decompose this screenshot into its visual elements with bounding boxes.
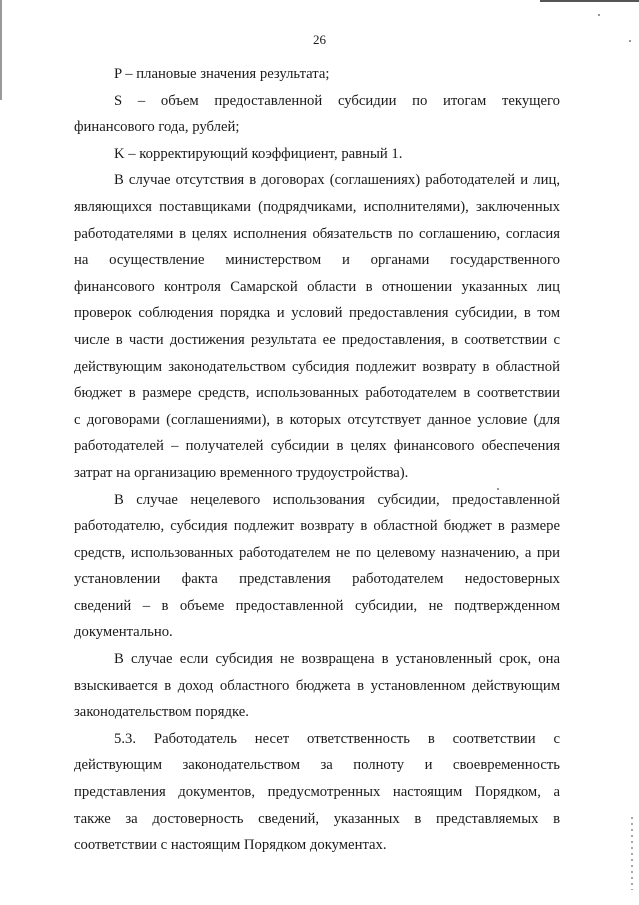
- text-line: также за достоверность сведений, указанных в представляемых в: [74, 810, 560, 827]
- text-line: взыскивается в доход областного бюджета в установленном действующим: [74, 677, 560, 694]
- text-line: P – плановые значения результата;: [114, 66, 330, 82]
- text-line: проверок соблюдения порядка и условий предоставления субсидии, в том: [74, 305, 560, 322]
- paragraph: [74, 487, 560, 647]
- text-line: финансового контроля Самарской области в отношении указанных лиц: [74, 278, 560, 295]
- text-line: законодательством порядке.: [74, 704, 249, 721]
- text-line: 5.3. Работодатель несет ответственность в соответствии с: [114, 730, 560, 747]
- text-line: средств, использованных работодателем не по целевому назначению, а при: [74, 544, 560, 561]
- paragraph: [74, 88, 560, 141]
- scan-edge-top: [540, 0, 639, 2]
- text-line: действующим законодательством субсидия подлежит возврату в областной: [74, 358, 560, 375]
- text-line: K – корректирующий коэффициент, равный 1.: [114, 145, 403, 162]
- paragraph: [74, 61, 560, 88]
- scan-dots-right: [631, 815, 633, 890]
- text-line: В случае отсутствия в договорах (соглашениях) работодателей и лиц,: [114, 172, 560, 189]
- text-line: работодателю, субсидия подлежит возврату в областной бюджет в размере: [74, 518, 560, 535]
- scan-edge-left: [0, 0, 2, 100]
- scan-speck: [598, 14, 600, 16]
- text-line: являющихся поставщиками (подрядчиками, исполнителями), заключенных: [74, 198, 560, 215]
- text-line: работодателей – получателей субсидии в целях финансового обеспечения: [74, 438, 560, 455]
- paragraph: [74, 726, 560, 859]
- paragraph: [74, 141, 560, 168]
- text-line: представления документов, предусмотренных настоящим Порядком, а: [74, 784, 560, 801]
- text-line: установлении факта представления работодателем недостоверных: [74, 571, 560, 588]
- text-line: документально.: [74, 624, 173, 641]
- text-line: сведений – в объеме предоставленной субсидии, не подтвержденном: [74, 597, 560, 614]
- text-line: на осуществление министерством и органами государственного: [74, 252, 560, 269]
- text-line: с договорами (соглашениями), в которых отсутствует данное условие (для: [74, 411, 560, 428]
- text-line: затрат на организацию временного трудоустройства).: [74, 464, 409, 481]
- text-line: бюджет в размере средств, использованных работодателем в соответствии: [74, 385, 560, 402]
- text-line: соответствии с настоящим Порядком документах.: [74, 837, 387, 854]
- text-line: работодателями в целях исполнения обязательств по соглашению, согласия: [74, 225, 560, 242]
- document-body: [74, 61, 560, 859]
- text-line: В случае нецелевого использования субсидии, предоставленной: [114, 491, 560, 508]
- paragraph: [74, 167, 560, 486]
- paragraph: [74, 646, 560, 726]
- text-line: числе в части достижения результата ее предоставления, в соответствии с: [74, 331, 560, 348]
- page-number: 26: [313, 32, 326, 47]
- text-line: финансового года, рублей;: [74, 119, 240, 136]
- text-line: В случае если субсидия не возвращена в установленный срок, она: [114, 651, 560, 668]
- text-line: S – объем предоставленной субсидии по итогам текущего: [114, 92, 560, 109]
- text-line: действующим законодательством за полноту и своевременность: [74, 757, 560, 774]
